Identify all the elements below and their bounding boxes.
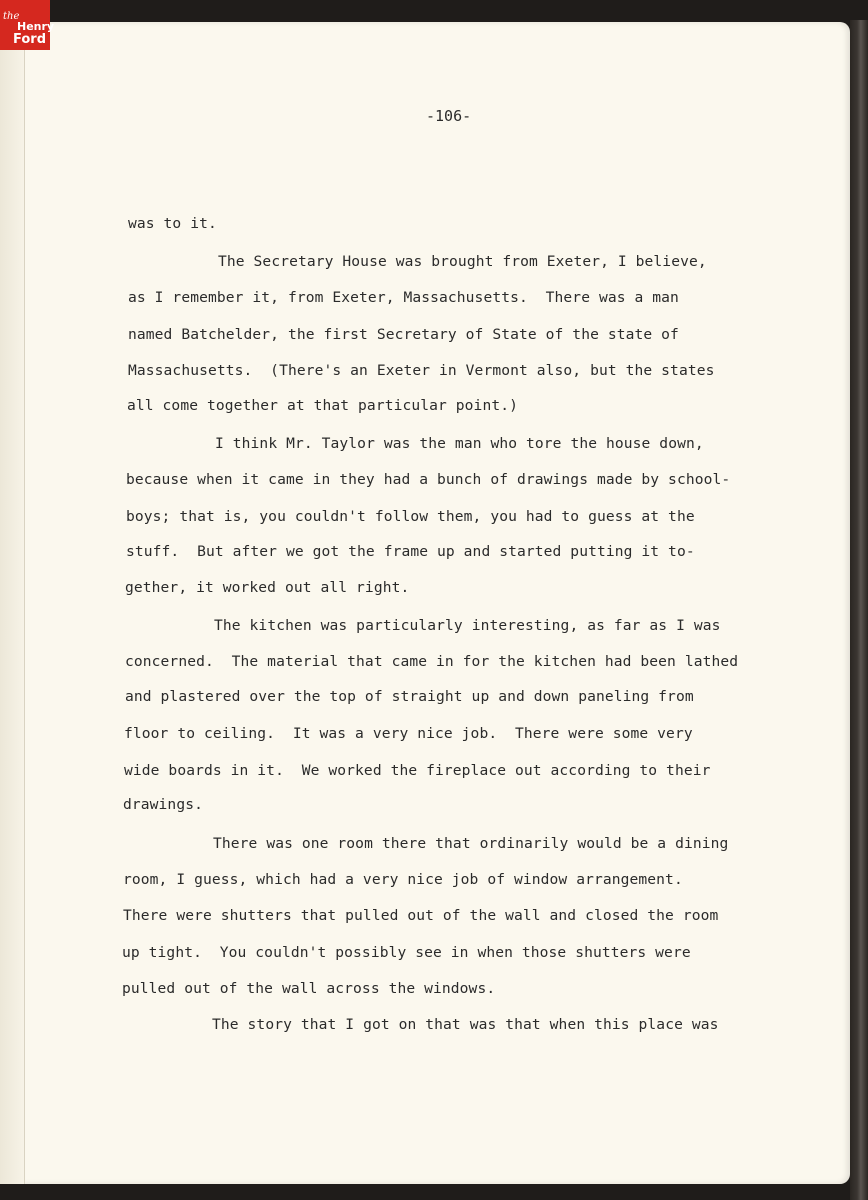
text-line: gether, it worked out all right. [125,579,410,596]
logo-text-ford: Ford [13,32,47,47]
page-gutter-shadow [0,22,24,1184]
text-line: drawings. [123,796,203,813]
paragraph-start-line: The kitchen was particularly interesting, as far as I was [214,617,721,634]
paragraph-start-line: The story that I got on that was that when this place was [212,1016,719,1033]
text-line: wide boards in it. We worked the fireplace out according to their [124,762,711,779]
text-line: named Batchelder, the first Secretary of State of the state of [128,326,679,343]
henry-ford-logo [0,0,55,50]
page-number: -106- [426,107,472,125]
text-line: all come together at that particular point.) [127,397,518,414]
text-line: There were shutters that pulled out of the wall and closed the room [123,907,719,924]
page-sheet [0,22,850,1184]
text-line: boys; that is, you couldn't follow them, you had to guess at the [126,508,695,525]
text-line: floor to ceiling. It was a very nice job. There were some very [124,725,693,742]
text-line: as I remember it, from Exeter, Massachusetts. There was a man [128,289,679,306]
text-line: up tight. You couldn't possibly see in when those shutters were [122,944,691,961]
logo-text-the: the [3,11,20,22]
logo-text-henry: Henry [17,20,55,33]
text-line: Massachusetts. (There's an Exeter in Vermont also, but the states [128,362,715,379]
text-line: was to it. [128,215,217,232]
text-line: and plastered over the top of straight up and down paneling from [125,688,694,705]
text-line: because when it came in they had a bunch of drawings made by school- [126,471,731,488]
paragraph-start-line: I think Mr. Taylor was the man who tore the house down, [215,435,704,452]
text-line: concerned. The material that came in for the kitchen had been lathed [125,653,739,670]
text-line: stuff. But after we got the frame up and started putting it to- [126,543,695,560]
text-line: pulled out of the wall across the windows. [122,980,496,997]
paragraph-start-line: There was one room there that ordinarily would be a dining [213,835,729,852]
text-line: room, I guess, which had a very nice job of window arrangement. [123,871,683,888]
book-binding-edge [850,20,868,1200]
paragraph-start-line: The Secretary House was brought from Exeter, I believe, [218,253,707,270]
gutter-line [24,22,25,1184]
